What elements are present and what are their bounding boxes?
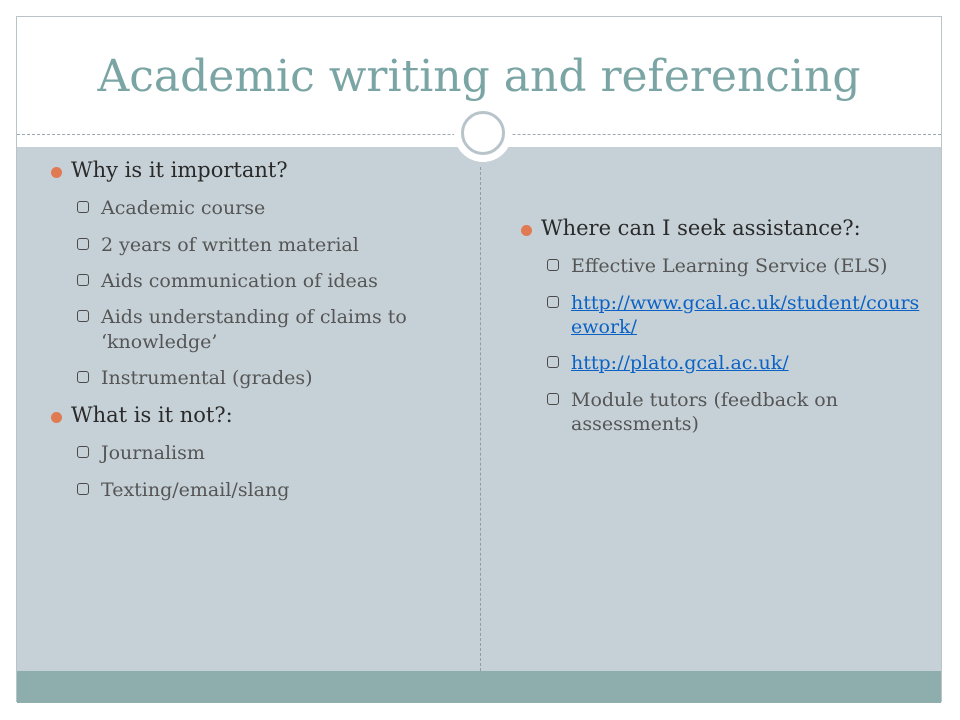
- sub-bullet-text: Academic course: [101, 197, 266, 220]
- sub-bullet-text: Effective Learning Service (ELS): [571, 255, 888, 278]
- sub-bullet: [47, 196, 467, 220]
- sub-bullet: [517, 351, 927, 375]
- bullet-what-is-it-not: [47, 402, 467, 429]
- sub-bullet: [47, 441, 467, 465]
- left-column: [47, 157, 467, 514]
- bullet-dot-icon: [51, 412, 62, 423]
- bullet-text: What is it not?:: [71, 403, 233, 428]
- bullet-seek-assistance: [517, 215, 927, 242]
- square-bullet-icon: [77, 446, 89, 458]
- sub-bullet-text: Module tutors (feedback on assessments): [571, 388, 838, 435]
- sub-bullet-text: 2 years of written material: [101, 233, 359, 256]
- bullet-text: Why is it important?: [71, 158, 288, 182]
- slide-title: Academic writing and referencing: [97, 51, 861, 102]
- slide: [16, 16, 942, 702]
- sub-bullet-text: Aids communication of ideas: [101, 269, 378, 292]
- sub-bullet: [47, 233, 467, 257]
- square-bullet-icon: [547, 356, 559, 368]
- sub-bullet: [47, 305, 467, 354]
- sub-bullet: [47, 478, 467, 502]
- square-bullet-icon: [547, 296, 559, 308]
- sub-bullet-text: Aids understanding of claims to ‘knowledge’: [101, 306, 407, 353]
- square-bullet-icon: [77, 483, 89, 495]
- sub-bullet: [517, 388, 927, 437]
- square-bullet-icon: [547, 259, 559, 271]
- circle-ornament-icon: [454, 104, 512, 162]
- circle-ornament-inner: [461, 111, 505, 155]
- sub-bullet: [47, 366, 467, 390]
- coursework-link[interactable]: http://www.gcal.ac.uk/student/coursework/: [571, 291, 920, 338]
- sub-bullet: [517, 291, 927, 340]
- square-bullet-icon: [547, 393, 559, 405]
- sub-bullet-text: Journalism: [101, 442, 205, 465]
- bullet-text: Where can I seek assistance?:: [541, 216, 861, 240]
- right-column: [517, 215, 927, 448]
- sub-bullet: [517, 254, 927, 278]
- plato-link[interactable]: http://plato.gcal.ac.uk/: [571, 352, 789, 375]
- bullet-dot-icon: [521, 225, 532, 236]
- square-bullet-icon: [77, 274, 89, 286]
- sub-bullet-text: Texting/email/slang: [101, 478, 290, 501]
- square-bullet-icon: [77, 201, 89, 213]
- square-bullet-icon: [77, 371, 89, 383]
- square-bullet-icon: [77, 310, 89, 322]
- square-bullet-icon: [77, 238, 89, 250]
- bullet-dot-icon: [51, 167, 62, 178]
- column-divider: [480, 167, 481, 671]
- sub-bullet-text: Instrumental (grades): [101, 366, 313, 389]
- footer-band: [17, 671, 941, 703]
- bullet-why-important: [47, 157, 467, 184]
- sub-bullet: [47, 269, 467, 293]
